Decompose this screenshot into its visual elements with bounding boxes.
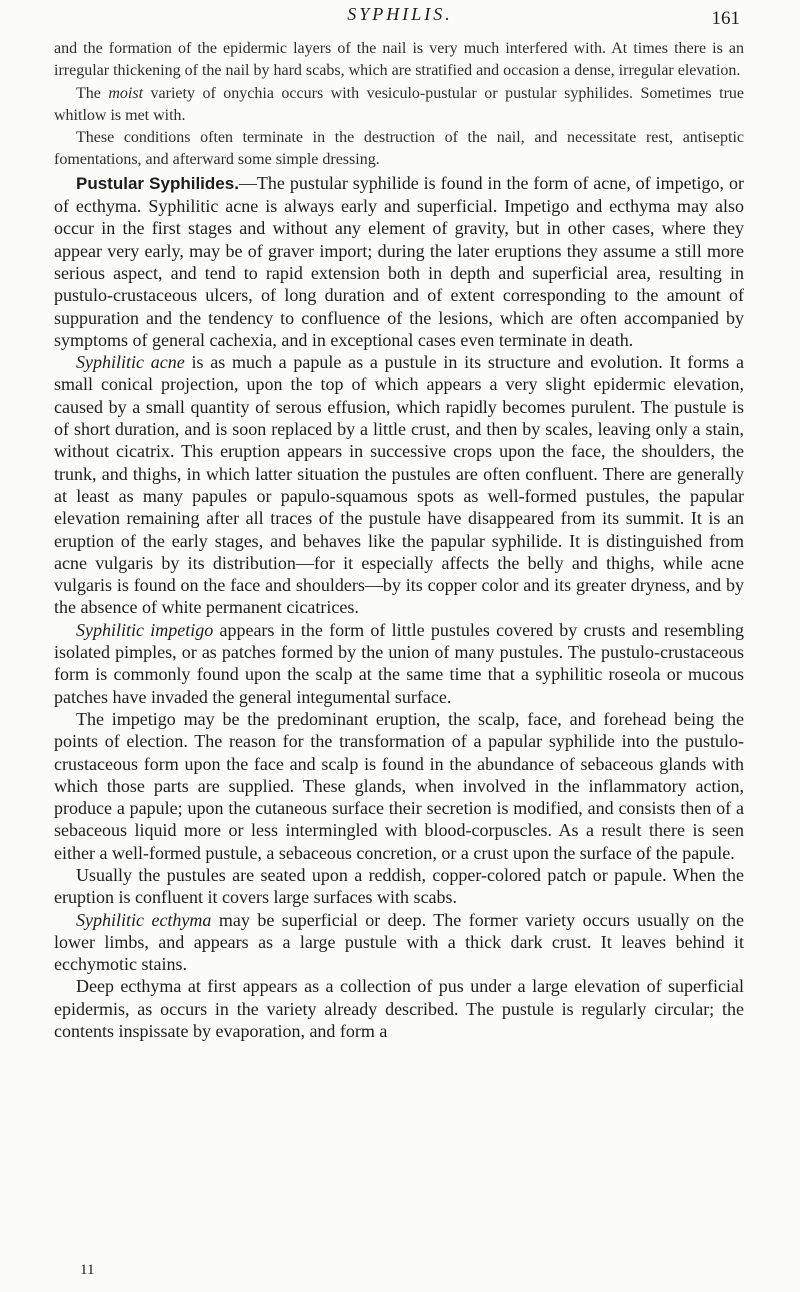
page-number: 161 (711, 8, 740, 29)
paragraph: These conditions often terminate in the destruction of the nail, and necessitate rest, antiseptic fomentations, and afterward some simple dressing. (54, 129, 744, 169)
paragraph: The moist variety of onychia occurs with vesiculo-pustular or pustular syphilides. Sometimes true whitlow is met with. (54, 84, 745, 124)
paragraph: and the formation of the epidermic layers of the nail is very much interfered with. At times there is an irregular thickening of the nail by hard scabs, which are stratified and occasion a dense, irregular elevation. (54, 40, 744, 80)
signature-mark: 11 (80, 1262, 95, 1278)
paragraph: The impetigo may be the predominant eruption, the scalp, face, and forehead being the points of election. The reason for the transformation of a papular syphilide into the pustulo-crustaceous form upon the face and scalp is found in the abundance of sebaceous glands with which those parts are supplied. These glands, when involved in the inflammatory action, produce a papule; upon the cutaneous surface their secretion is modified, and consists then of a sebaceous liquid more or less intermingled with blood-corpuscles. As a result there is seen either a well-formed pustule, a sebaceous concretion, or a crust upon the surface of the papule. (54, 708, 744, 863)
italic-term: Syphilitic ecthyma (76, 909, 212, 930)
paragraph: Usually the pustules are seated upon a reddish, copper-colored patch or papule. When the eruption is confluent it covers large surfaces with scabs. (54, 864, 744, 908)
body-text (54, 38, 744, 1042)
running-title: SYPHILIS. (347, 4, 453, 24)
paragraph: Syphilitic acne is as much a papule as a pustule in its structure and evolution. It forms a small conical projection, upon the top of which appears a very slight epidermic elevation, caused by a small quantity of serous effusion, which rapidly becomes purulent. The pustule is of short duration, and is soon replaced by a little crust, and then by scales, leaving only a stain, without cicatrix. This eruption appears in successive crops upon the face, the shoulders, the trunk, and thighs, in which latter situation the pustules are often confluent. There are generally at least as many papules or papulo-squamous spots as well-formed pustules, the papular elevation remaining after all traces of the pustule have disappeared from its summit. It is an eruption of the early stages, and behaves like the papular syphilide. It is distinguished from acne vulgaris by its distribution—for it especially affects the belly and thighs, while acne vulgaris is found on the face and shoulders—by its copper color and its greater dryness, and by the absence of white permanent cicatrices. (54, 352, 744, 618)
running-head (0, 4, 800, 34)
paragraph: Deep ecthyma at first appears as a collection of pus under a large elevation of superficial epidermis, as occurs in the variety already described. The pustule is regularly circular; the contents inspissate by evaporation, and form a (54, 976, 744, 1042)
paragraph: Pustular Syphilides.—The pustular syphilide is found in the form of acne, of impetigo, or of ecthyma. Syphilitic acne is always early and superficial. Impetigo and ecthyma may also occur in the first stages and without any element of gravity, but in other cases, where they appear very early, may be of graver import; during the later eruptions they assume a still more serious aspect, and tend to rapid extension both in depth and superficial area, resulting in pustulo-crustaceous ulcers, of long duration and of extent corresponding to the amount of suppuration and the tendency to confluence of the lesions, which are often accompanied by symptoms of general cachexia, and in exceptional cases even terminate in death. (54, 172, 744, 350)
italic-term: Syphilitic acne (76, 352, 185, 373)
paragraph: Syphilitic ecthyma may be superficial or deep. The former variety occurs usually on the lower limbs, and appears as a large pustule with a thick dark crust. It leaves behind it ecchymotic stains. (54, 909, 744, 975)
italic-term: Syphilitic impetigo (76, 619, 214, 640)
section-heading: Pustular Syphilides. (76, 173, 239, 193)
italic-term: moist (108, 84, 144, 102)
paragraph: Syphilitic impetigo appears in the form of little pustules covered by crusts and resembling isolated pimples, or as patches formed by the union of many pustules. The pustulo-crustaceous form is commonly found upon the scalp at the same time that a syphilitic roseola or mucous patches have invaded the general integumental surface. (54, 619, 744, 707)
